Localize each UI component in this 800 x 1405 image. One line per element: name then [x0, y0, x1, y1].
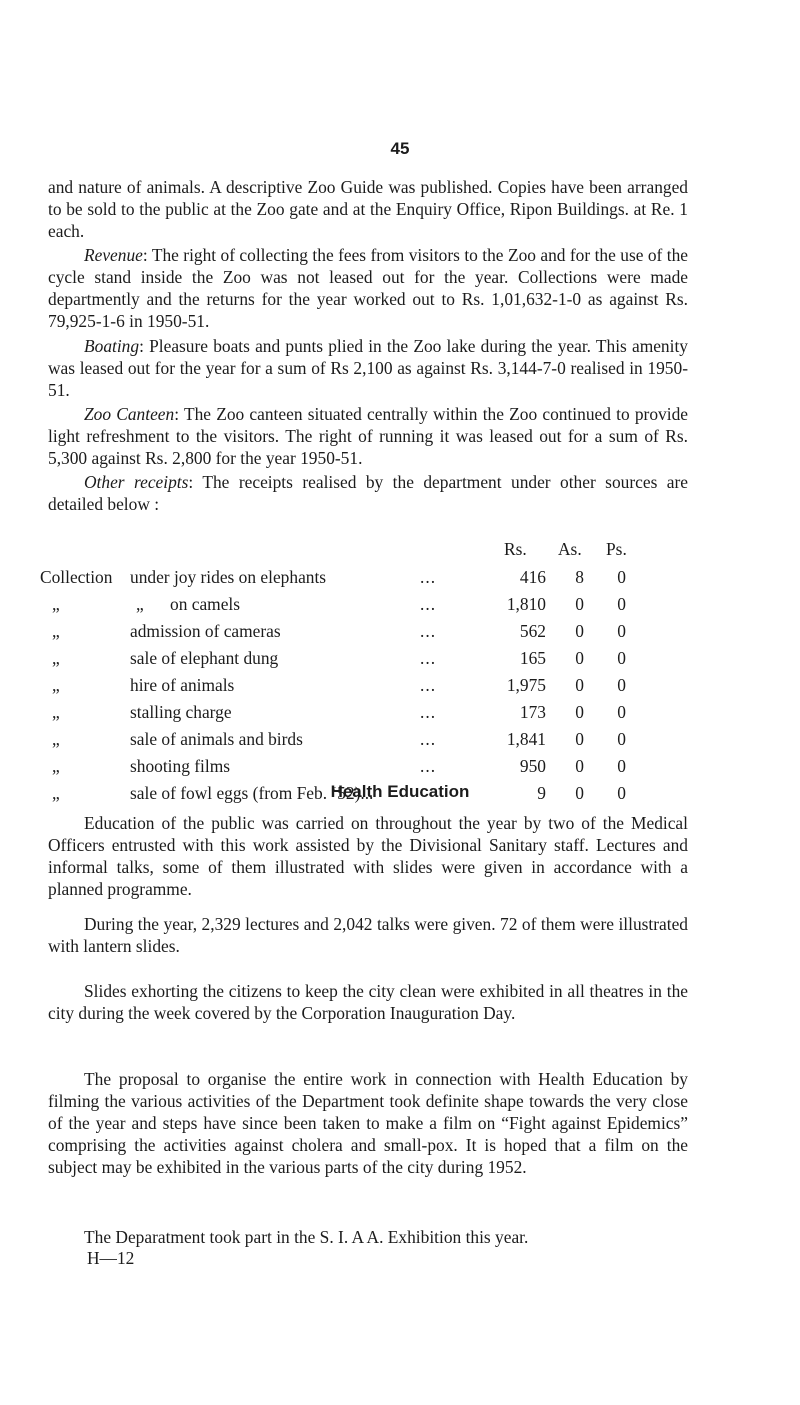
row-ps: 0 [617, 621, 626, 641]
table-row [40, 702, 700, 729]
leader-dots: ... [420, 675, 437, 695]
header-rs: Rs. [504, 539, 527, 559]
revenue-label: Revenue [84, 245, 143, 265]
leader-dots: ... [420, 702, 437, 722]
row-as: 8 [575, 567, 584, 587]
health-education-paragraph-5: The Deparatment took part in the S. I. A A. Exhibition this year. [84, 1227, 529, 1247]
row-rs: 9 [537, 783, 546, 803]
leader-dots: ... [420, 567, 437, 587]
intro-paragraph: and nature of animals. A descriptive Zoo Guide was published. Copies have been arranged to be sold to the public at the Zoo gate and at the Enquiry Office, Ripon Buildings. at Re. 1 each. [48, 177, 688, 241]
health-education-paragraph-1: Education of the public was carried on throughout the year by two of the Medical Officers entrusted with this work assisted by the Divisional Sanitary staff. Lectures and informal talks, some of them illustrated with slides were given in accordance with a planned programme. [48, 813, 688, 899]
leader-dots: ... [420, 648, 437, 668]
canteen-label: Zoo Canteen [84, 404, 175, 424]
row-rs: 1,810 [506, 594, 546, 614]
row-item: stalling charge [130, 702, 232, 722]
row-item: on camels [170, 594, 241, 614]
boating-label: Boating [84, 336, 140, 356]
row-as: 0 [575, 594, 584, 614]
revenue-paragraph [48, 244, 688, 332]
table-row [40, 567, 700, 594]
leader-dots: ... [420, 594, 437, 614]
table-row [40, 594, 700, 621]
row-rs: 173 [519, 702, 546, 722]
table-row [40, 648, 700, 675]
row-rs: 950 [519, 756, 546, 776]
header-as: As. [558, 539, 582, 559]
header-ps: Ps. [606, 539, 627, 559]
receipts-table [40, 539, 700, 810]
other-receipts-label: Other receipts [84, 472, 189, 492]
section-heading: Health Education [330, 782, 470, 801]
row-item: shooting films [130, 756, 231, 776]
row-as: 0 [575, 648, 584, 668]
ditto-mark: „ [52, 648, 60, 668]
canteen-paragraph [48, 403, 688, 469]
row-as: 0 [575, 675, 584, 695]
boating-paragraph [48, 335, 688, 401]
ditto-mark: „ [136, 594, 144, 614]
row-ps: 0 [617, 783, 626, 803]
footer-code: H—12 [87, 1248, 135, 1268]
table-row [40, 675, 700, 702]
table-row [40, 729, 700, 756]
row-rs: 1,841 [506, 729, 546, 749]
row-as: 0 [575, 702, 584, 722]
row-ps: 0 [617, 594, 626, 614]
row-label-collection: Collection [40, 567, 113, 587]
row-rs: 416 [519, 567, 546, 587]
health-education-paragraph-3: Slides exhorting the citizens to keep the city clean were exhibited in all theatres in the city during the week covered by the Corporation Inauguration Day. [48, 981, 688, 1023]
row-item: sale of elephant dung [130, 648, 279, 668]
ditto-mark: „ [52, 756, 60, 776]
row-ps: 0 [617, 567, 626, 587]
ditto-mark: „ [52, 729, 60, 749]
ditto-mark: „ [52, 594, 60, 614]
page-number: 45 [390, 139, 410, 158]
other-receipts-text: : The receipts realised by the department under other sources are detailed below : [48, 472, 688, 514]
receipts-table-header [40, 539, 700, 567]
other-receipts-paragraph [48, 471, 688, 515]
ditto-mark: „ [52, 675, 60, 695]
leader-dots: ... [420, 621, 437, 641]
row-item: sale of fowl eggs (from Feb. ‘52)... [130, 783, 374, 803]
row-ps: 0 [617, 648, 626, 668]
row-ps: 0 [617, 702, 626, 722]
row-as: 0 [575, 621, 584, 641]
row-ps: 0 [617, 675, 626, 695]
health-education-paragraph-2: During the year, 2,329 lectures and 2,042 talks were given. 72 of them were illustrated with lantern slides. [48, 914, 688, 956]
table-row [40, 621, 700, 648]
row-item: hire of animals [130, 675, 235, 695]
table-row [40, 756, 700, 783]
ditto-mark: „ [52, 621, 60, 641]
row-as: 0 [575, 729, 584, 749]
row-ps: 0 [617, 729, 626, 749]
row-rs: 562 [519, 621, 546, 641]
row-rs: 165 [519, 648, 546, 668]
row-item: under joy rides on elephants [130, 567, 327, 587]
ditto-mark: „ [52, 702, 60, 722]
row-item: sale of animals and birds [130, 729, 303, 749]
health-education-paragraph-4: The proposal to organise the entire work in connection with Health Education by filming the various activities of the Department took definite shape towards the very close of the year and steps have since been taken to make a film on “Fight against Epidemics” comprising the activities against cholera and small-pox. It is hoped that a film on the subject may be exhibited in the various parts of the city during 1952. [48, 1069, 688, 1177]
canteen-text: : The Zoo canteen situated centrally within the Zoo continued to provide light refreshment to the visitors. The right of running it was leased out for a sum of Rs. 5,300 against Rs. 2,800 for the year 1950-51. [48, 404, 688, 468]
row-as: 0 [575, 783, 584, 803]
boating-text: : Pleasure boats and punts plied in the Zoo lake during the year. This amenity was leased out for the year for a sum of Rs 2,100 as against Rs. 3,144-7-0 realised in 1950-51. [48, 336, 688, 400]
revenue-text: : The right of collecting the fees from visitors to the Zoo and for the use of the cycle stand inside the Zoo was not leased out for the year. Collections were made departmently and the returns for the year worked out to Rs. 1,01,632-1-0 as against Rs. 79,925-1-6 in 1950-51. [48, 245, 688, 331]
leader-dots: ... [420, 729, 437, 749]
ditto-mark: „ [52, 783, 60, 803]
row-item: admission of cameras [130, 621, 281, 641]
leader-dots: ... [420, 756, 437, 776]
row-ps: 0 [617, 756, 626, 776]
row-as: 0 [575, 756, 584, 776]
row-rs: 1,975 [506, 675, 546, 695]
